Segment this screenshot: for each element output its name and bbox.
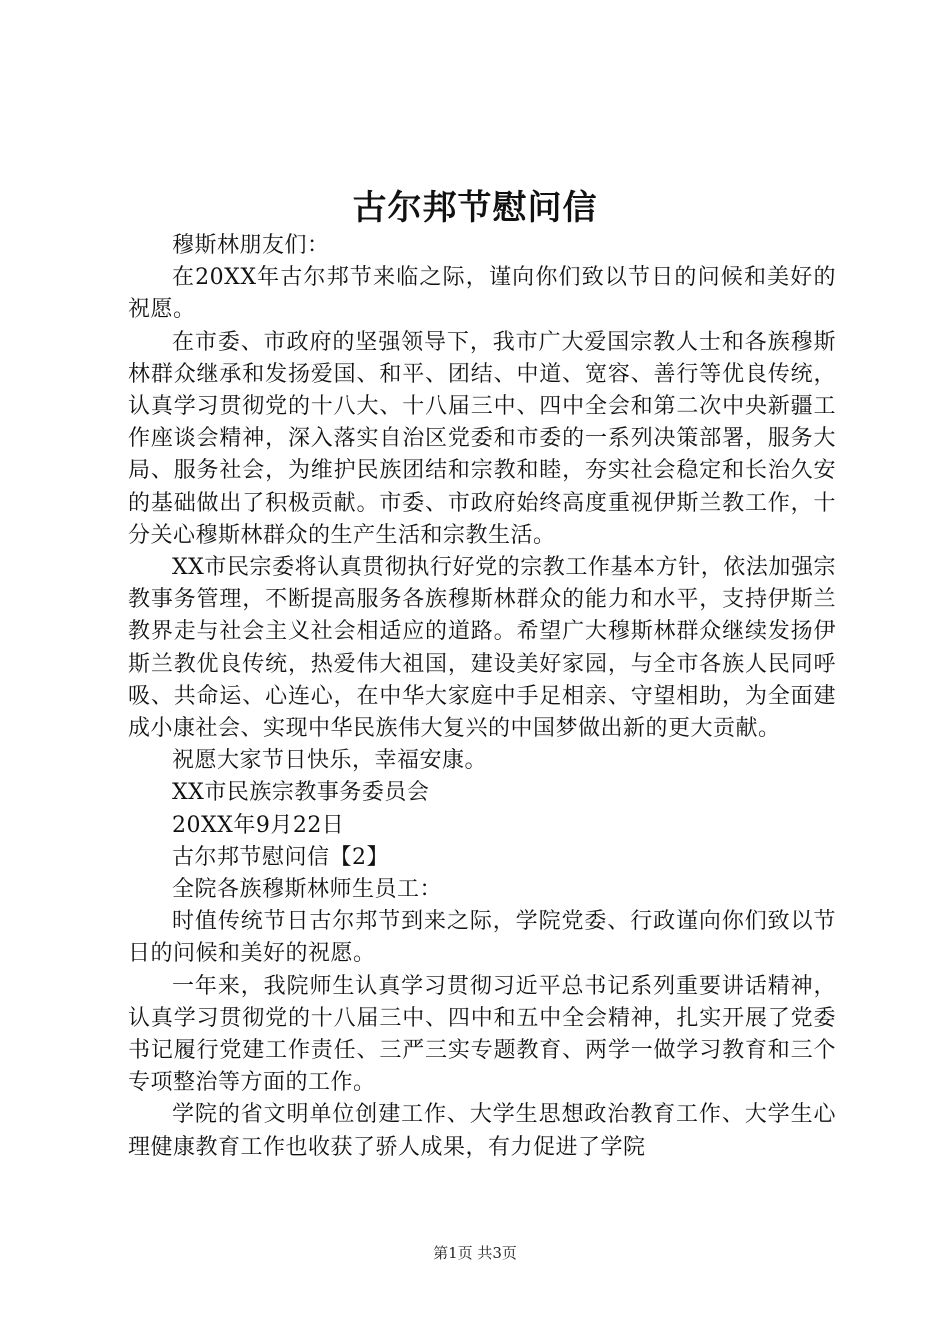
- signature-organization: XX市民族宗教事务委员会: [172, 780, 430, 806]
- body-paragraph: XX市民宗委将认真贯彻执行好党的宗教工作基本方针，依法加强宗教事务管理，不断提高服务各族穆斯林群众的能力和水平，支持伊斯兰教界走与社会主义社会相适应的道路。希望广大穆斯林群众继续发扬伊斯兰教优良传统，热爱伟大祖国，建设美好家园，与全市各族人民同呼吸、共命运、心连心，在中华大家庭中手足相亲、守望相助，为全面建成小康社会、实现中华民族伟大复兴的中国梦做出新的更大贡献。: [128, 555, 836, 742]
- body-paragraph: 一年来，我院师生认真学习贯彻习近平总书记系列重要讲话精神，认真学习贯彻党的十八届三中、四中和五中全会精神，扎实开展了党委书记履行党建工作责任、三严三实专题教育、两学一做学习教育和三个专项整治等方面的工作。: [128, 973, 836, 1096]
- body-paragraph: 在市委、市政府的坚强领导下，我市广大爱国宗教人士和各族穆斯林群众继承和发扬爱国、和平、团结、中道、宽容、善行等优良传统，认真学习贯彻党的十八大、十八届三中、四中全会和第二次中央新疆工作座谈会精神，深入落实自治区党委和市委的一系列决策部署，服务大局、服务社会，为维护民族团结和宗教和睦，夯实社会稳定和长治久安的基础做出了积极贡献。市委、市政府始终高度重视伊斯兰教工作，十分关心穆斯林群众的生产生活和宗教生活。: [128, 329, 836, 548]
- closing-wish: 祝愿大家节日快乐，幸福安康。: [172, 748, 488, 774]
- page-number: 第1页 共3页: [433, 1244, 517, 1262]
- section-heading: 古尔邦节慰问信【2】: [172, 844, 389, 870]
- document-title: 古尔邦节慰问信: [352, 188, 598, 228]
- body-paragraph: 学院的省文明单位创建工作、大学生思想政治教育工作、大学生心理健康教育工作也收获了骄人成果，有力促进了学院: [128, 1102, 836, 1160]
- document-body: [128, 230, 836, 1164]
- salutation: 穆斯林朋友们：: [172, 233, 330, 258]
- salutation: 全院各族穆斯林师生员工：: [172, 877, 443, 903]
- body-paragraph: 在20XX年古尔邦节来临之际，谨向你们致以节日的问候和美好的祝愿。: [128, 265, 836, 323]
- body-paragraph: 时值传统节日古尔邦节到来之际，学院党委、行政谨向你们致以节日的问候和美好的祝愿。: [128, 909, 836, 967]
- signature-date: 20XX年9月22日: [172, 812, 345, 838]
